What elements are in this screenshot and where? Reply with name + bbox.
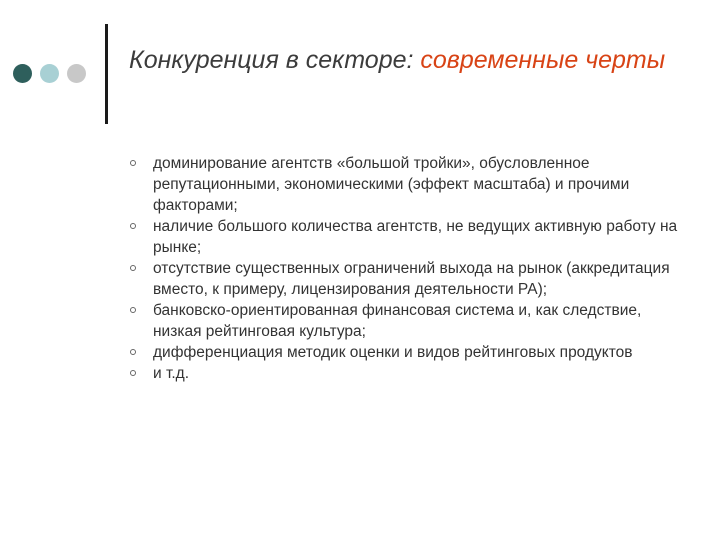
vertical-divider [105, 24, 108, 124]
dot-gray [67, 64, 86, 83]
title-accent: современные черты [420, 46, 666, 74]
bullet-text: банковско-ориентированная финансовая система и, как следствие, низкая рейтинговая культура; [153, 302, 642, 340]
bullet-text: и т.д. [153, 365, 190, 382]
list-item [130, 300, 690, 342]
circle-bullet-icon [130, 370, 136, 376]
circle-bullet-icon [130, 307, 136, 313]
decorative-dots [13, 64, 86, 83]
circle-bullet-icon [130, 349, 136, 355]
slide-title [129, 44, 689, 76]
list-item [130, 363, 690, 384]
bullet-text: доминирование агентств «большой тройки», обусловленное репутационными, экономическими (эффект масштаба) и прочими факторами; [153, 155, 630, 214]
title-main: Конкуренция в секторе: [129, 46, 421, 74]
list-item [130, 258, 690, 300]
list-item [130, 216, 690, 258]
circle-bullet-icon [130, 223, 136, 229]
list-item [130, 153, 690, 216]
circle-bullet-icon [130, 160, 136, 166]
bullet-list [130, 153, 690, 384]
bullet-text: дифференциация методик оценки и видов рейтинговых продуктов [153, 344, 633, 361]
bullet-text: отсутствие существенных ограничений выхода на рынок (аккредитация вместо, к примеру, лицензирования деятельности РА); [153, 260, 670, 298]
dot-light-teal [40, 64, 59, 83]
list-item [130, 342, 690, 363]
bullet-text: наличие большого количества агентств, не ведущих активную работу на рынке; [153, 218, 678, 256]
circle-bullet-icon [130, 265, 136, 271]
dot-dark [13, 64, 32, 83]
